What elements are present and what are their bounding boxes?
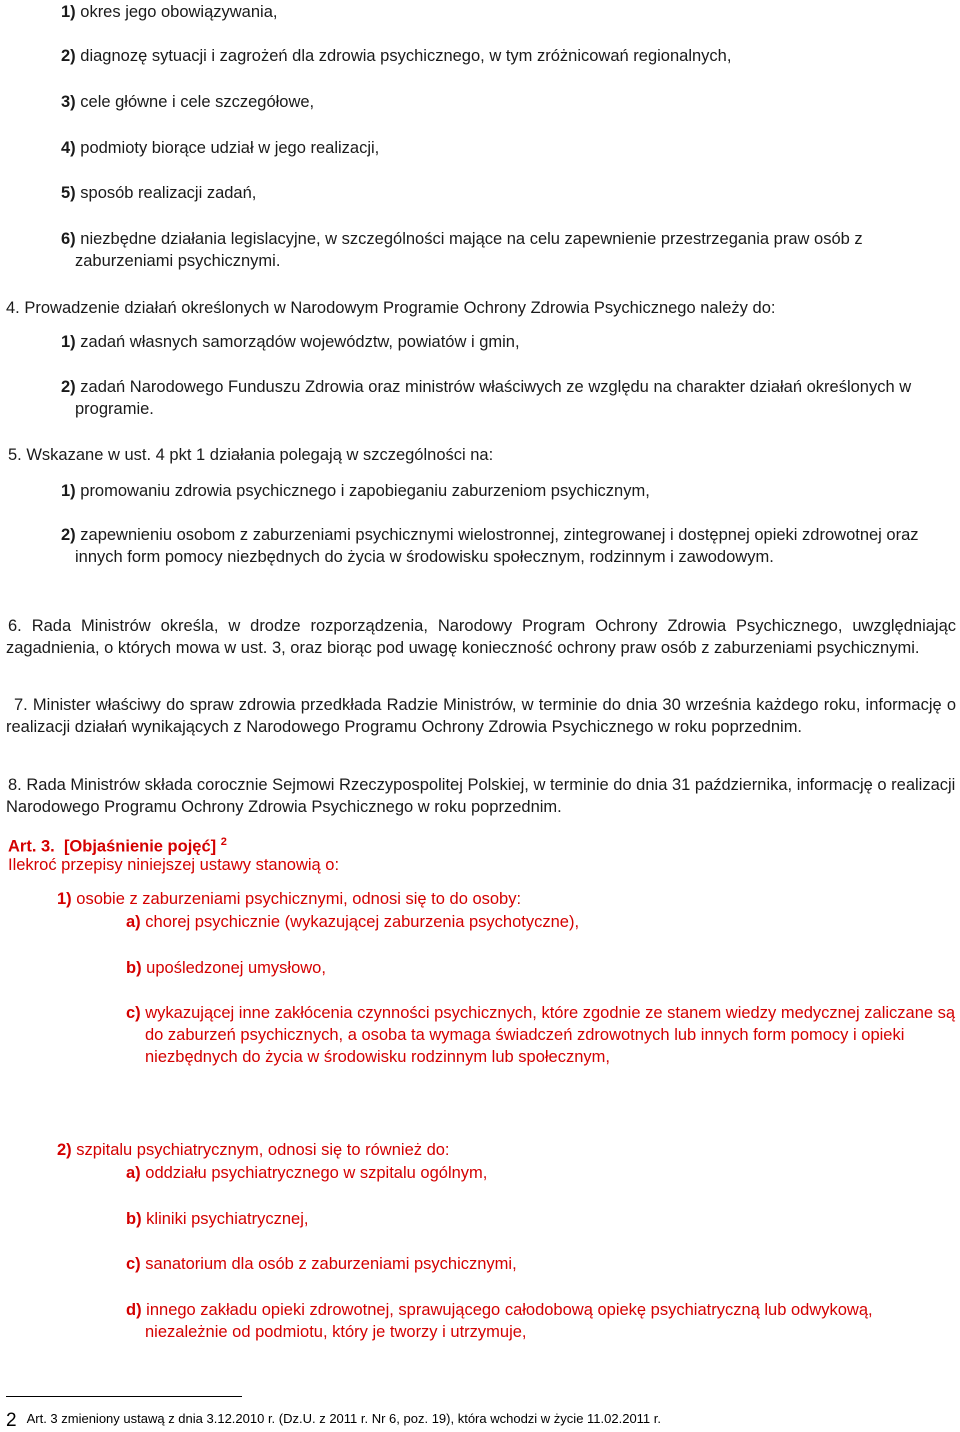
definition-subitem: c) wykazującej inne zakłócenia czynności psychicznych, które zgodnie ze stanem wiedzy medycznej zaliczane są do zaburzeń psychicznych, a osoba ta wymaga świadczeń zdrowotnych lub innych form pomocy i opieki niezbędnych do życia w środowisku rodzinnym lub społecznym, [126,1004,956,1066]
footnote-divider [6,1396,242,1397]
paragraph-6: 6. Rada Ministrów określa, w drodze rozporządzenia, Narodowy Program Ochrony Zdrowia Psychicznego, uwzględniając zagadnienia, o których mowa w ust. 3, oraz biorąc pod uwagę konieczność ochrony praw osób z zaburzeniami psychicznymi. [6,617,957,657]
definition-subitem: b) upośledzonej umysłowo, [126,959,326,977]
list-item: 6) niezbędne działania legislacyjne, w szczególności mające na celu zapewnienie przestrzegania praw osób z zaburzeniami psychicznymi. [61,230,863,270]
paragraph-5: 5. Wskazane w ust. 4 pkt 1 działania polegają w szczególności na: [8,446,494,464]
definition-subitem: a) chorej psychicznie (wykazującej zaburzenia psychotyczne), [126,913,580,931]
article-heading: Art. 3. [Objaśnienie pojęć] $^2$ [8,836,227,856]
paragraph-4: 4. Prowadzenie działań określonych w Narodowym Programie Ochrony Zdrowia Psychicznego należy do: [6,299,776,317]
list-item: 5) sposób realizacji zadań, [61,184,257,202]
list-item: 1) zadań własnych samorządów województw, powiatów i gmin, [61,333,520,351]
definition-subitem: b) kliniki psychiatrycznej, [126,1210,309,1228]
footnote-ref[interactable]: 2 [220,836,227,848]
list-item: 2) zapewnieniu osobom z zaburzeniami psychicznymi wielostronnej, zintegrowanej i dostępnej opieki zdrowotnej oraz innych form pomocy niezbędnych do życia w środowisku społecznym, rodzinnym i zawodowym. [61,526,919,566]
list-item: 3) cele główne i cele szczegółowe, [61,93,315,111]
definition-subitem: a) oddziału psychiatrycznego w szpitalu ogólnym, [126,1164,488,1182]
list-item: 1) promowaniu zdrowia psychicznego i zapobieganiu zaburzeniom psychicznym, [61,482,650,500]
definition-item: 2) szpitalu psychiatrycznym, odnosi się to również do: [57,1141,450,1159]
article-intro: Ilekroć przepisy niniejszej ustawy stanowią o: [8,856,340,874]
definition-subitem: d) innego zakładu opieki zdrowotnej, sprawującego całodobową opiekę psychiatryczną lub odwykową, niezależnie od podmiotu, który je tworzy i utrzymuje, [126,1301,873,1341]
list-item: 2) diagnozę sytuacji i zagrożeń dla zdrowia psychicznego, w tym zróżnicowań regionalnych, [61,47,732,65]
definition-subitem: c) sanatorium dla osób z zaburzeniami psychicznymi, [126,1255,517,1273]
list-item: 1) okres jego obowiązywania, [61,3,278,21]
definition-item: 1) osobie z zaburzeniami psychicznymi, odnosi się to do osoby: [57,890,522,908]
paragraph-8: 8. Rada Ministrów składa corocznie Sejmowi Rzeczypospolitej Polskiej, w terminie do dnia 31 października, informację o realizacji Narodowego Programu Ochrony Zdrowia Psychicznego w roku poprzednim. [6,776,956,816]
list-item: 2) zadań Narodowego Funduszu Zdrowia oraz ministrów właściwych ze względu na charakter działań określonych w programie. [61,378,912,418]
paragraph-7: 7. Minister właściwy do spraw zdrowia przedkłada Radzie Ministrów, w terminie do dnia 30 września każdego roku, informację o realizacji działań wynikających z Narodowego Programu Ochrony Zdrowia Psychicznego w roku poprzednim. [6,696,956,736]
list-item: 4) podmioty biorące udział w jego realizacji, [61,139,380,157]
footnote: 2 Art. 3 zmieniony ustawą z dnia 3.12.2010 r. (Dz.U. z 2011 r. Nr 6, poz. 19), która wchodzi w życie 11.02.2011 r. [6,1410,662,1431]
